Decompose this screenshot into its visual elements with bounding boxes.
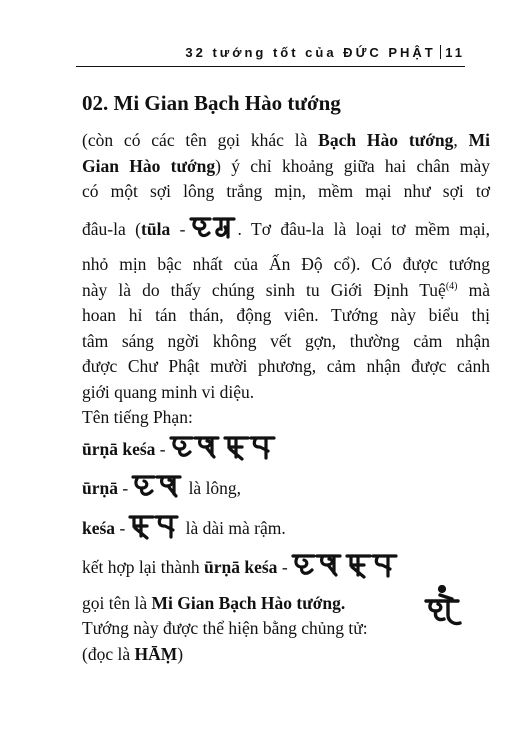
running-title: 32 tướng tốt của ĐỨC PHẬT <box>185 45 436 60</box>
section-title: 02. Mi Gian Bạch Hào tướng <box>82 91 341 115</box>
line: giới quang minh vi diệu. <box>82 381 255 402</box>
siddham-urna-icon <box>130 472 182 508</box>
running-header <box>76 44 465 67</box>
page-number: 11 <box>445 45 465 60</box>
line: (còn có các tên gọi khác là Bạch Hào tướng, Mi <box>82 130 490 150</box>
description-paragraph <box>82 128 490 405</box>
header-divider <box>440 45 442 59</box>
line: Tên tiếng Phạn: <box>82 407 193 427</box>
line: này là do thấy chúng sinh tu Giới Định Tuệ$^{(4)}$ mà <box>82 279 490 300</box>
line: gọi tên là Mi Gian Bạch Hào tướng. <box>82 592 346 613</box>
line: nhỏ mịn bậc nhất của Ấn Độ cổ). Có được tướng <box>82 254 490 274</box>
siddham-urna-kesa-icon <box>168 433 278 469</box>
siddham-kesa-icon <box>127 512 179 548</box>
line: ūrṇā keśa - <box>82 433 490 469</box>
line: được Chư Phật mười phương, cảm nhận được cảnh <box>82 356 490 376</box>
line: (đọc là HĀṂ) <box>82 643 184 664</box>
line: hoan hỉ tán thán, động viên. Tướng này biểu thị <box>82 305 490 325</box>
line: ūrṇā - là lông, <box>82 472 490 508</box>
footnote-marker[interactable]: (4) <box>445 280 458 292</box>
line: keśa - là dài mà rậm. <box>82 512 490 548</box>
siddham-ham-seed-syllable-icon <box>420 585 464 636</box>
line: Gian Hào tướng) ý chỉ khoảng giữa hai chân mày <box>82 155 490 176</box>
line: đâu-la (tūla - . Tơ đâu-la là loại tơ mềm mại, <box>82 213 490 249</box>
line: Tướng này được thể hiện bằng chủng tử: <box>82 618 368 638</box>
line: có một sợi lông trắng mịn, mềm mại như sợi tơ <box>82 181 490 201</box>
line: kết hợp lại thành ūrṇā keśa - <box>82 551 490 587</box>
siddham-tula-icon <box>188 213 236 249</box>
line: tâm sáng ngời không vết gợn, thường cảm nhận <box>82 330 490 351</box>
siddham-urna-kesa-icon <box>290 551 400 587</box>
